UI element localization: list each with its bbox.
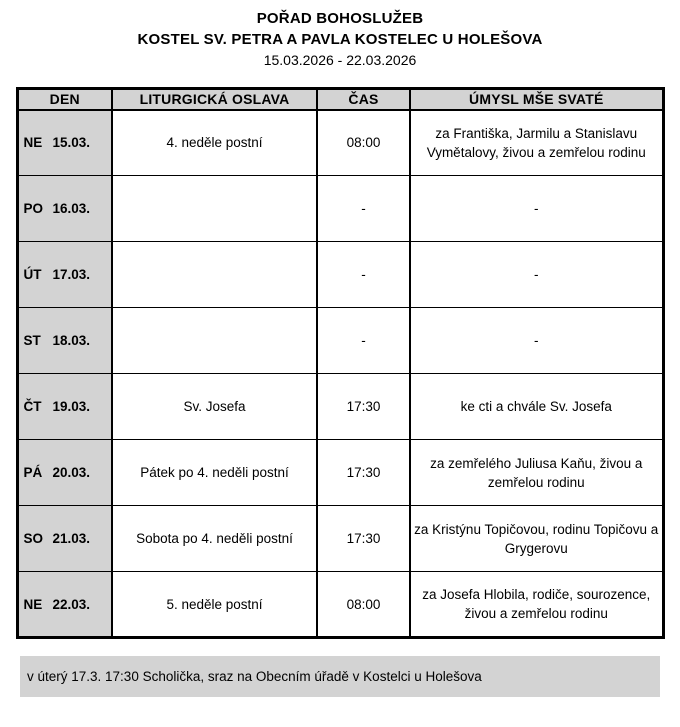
day-date: 17.03. bbox=[52, 267, 91, 282]
celebration-cell: Pátek po 4. neděli postní bbox=[112, 440, 317, 506]
day-cell bbox=[17, 374, 112, 440]
day-date: 21.03. bbox=[52, 531, 91, 546]
day-date: 19.03. bbox=[52, 399, 91, 414]
table-row bbox=[17, 572, 663, 638]
col-header-den: DEN bbox=[17, 89, 112, 110]
time-cell: - bbox=[317, 176, 410, 242]
intention-cell: - bbox=[410, 242, 663, 308]
celebration-cell bbox=[112, 308, 317, 374]
col-header-cas: ČAS bbox=[317, 89, 410, 110]
page-title: POŘAD BOHOSLUŽEB bbox=[256, 10, 424, 27]
time-cell: 17:30 bbox=[317, 506, 410, 572]
celebration-cell bbox=[112, 242, 317, 308]
intention-cell: za Kristýnu Topičovou, rodinu Topičovu a Grygerovu bbox=[410, 506, 663, 572]
col-header-liturgicka-oslava: LITURGICKÁ OSLAVA bbox=[112, 89, 317, 110]
day-abbr: SO bbox=[23, 531, 44, 546]
table-row bbox=[17, 440, 663, 506]
schedule-table-body bbox=[17, 110, 663, 638]
celebration-cell: 4. neděle postní bbox=[112, 110, 317, 176]
day-abbr: ČT bbox=[23, 399, 42, 414]
day-date: 15.03. bbox=[52, 135, 91, 151]
time-cell: - bbox=[317, 308, 410, 374]
intention-cell: - bbox=[410, 308, 663, 374]
day-abbr: NE bbox=[23, 135, 43, 151]
day-cell bbox=[17, 440, 112, 506]
day-cell bbox=[17, 110, 112, 176]
celebration-cell: 5. neděle postní bbox=[112, 572, 317, 638]
intention-cell: - bbox=[410, 176, 663, 242]
day-cell bbox=[17, 308, 112, 374]
day-cell bbox=[17, 572, 112, 638]
day-abbr: ST bbox=[23, 333, 41, 348]
celebration-cell: Sv. Josefa bbox=[112, 374, 317, 440]
table-row bbox=[17, 110, 663, 176]
day-date: 16.03. bbox=[52, 201, 91, 216]
date-range: 15.03.2026 - 22.03.2026 bbox=[263, 52, 417, 68]
celebration-cell: Sobota po 4. neděli postní bbox=[112, 506, 317, 572]
day-date: 20.03. bbox=[52, 465, 91, 480]
schedule-table-header bbox=[17, 89, 663, 110]
intention-cell: za Josefa Hlobila, rodiče, sourozence, živou a zemřelou rodinu bbox=[410, 572, 663, 638]
day-abbr: ÚT bbox=[23, 267, 42, 282]
day-date: 22.03. bbox=[52, 596, 91, 612]
footer-note-text: v úterý 17.3. 17:30 Scholička, sraz na Obecním úřadě v Kostelci u Holešova bbox=[27, 669, 482, 684]
header-row bbox=[17, 89, 663, 110]
schedule-table bbox=[16, 87, 665, 639]
time-cell: 17:30 bbox=[317, 440, 410, 506]
day-date: 18.03. bbox=[52, 333, 91, 348]
time-cell: 08:00 bbox=[317, 572, 410, 638]
intention-cell: za zemřelého Juliusa Kaňu, živou a zemřelou rodinu bbox=[410, 440, 663, 506]
time-cell: - bbox=[317, 242, 410, 308]
time-cell: 08:00 bbox=[317, 110, 410, 176]
day-cell bbox=[17, 242, 112, 308]
table-row bbox=[17, 242, 663, 308]
footer-note bbox=[20, 656, 660, 697]
table-row bbox=[17, 374, 663, 440]
intention-cell: ke cti a chvále Sv. Josefa bbox=[410, 374, 663, 440]
celebration-cell bbox=[112, 176, 317, 242]
day-cell bbox=[17, 506, 112, 572]
day-abbr: PO bbox=[23, 201, 44, 216]
page-subtitle: KOSTEL SV. PETRA A PAVLA KOSTELEC U HOLEŠOVA bbox=[137, 31, 543, 48]
time-cell: 17:30 bbox=[317, 374, 410, 440]
day-cell bbox=[17, 176, 112, 242]
table-row bbox=[17, 506, 663, 572]
table-row bbox=[17, 308, 663, 374]
intention-cell: za Františka, Jarmilu a Stanislavu Vymětalovy, živou a zemřelou rodinu bbox=[410, 110, 663, 176]
col-header-umysl-mse-svate: ÚMYSL MŠE SVATÉ bbox=[410, 89, 663, 110]
title-block bbox=[0, 0, 680, 70]
day-abbr: NE bbox=[23, 596, 43, 612]
table-row bbox=[17, 176, 663, 242]
day-abbr: PÁ bbox=[23, 465, 43, 480]
